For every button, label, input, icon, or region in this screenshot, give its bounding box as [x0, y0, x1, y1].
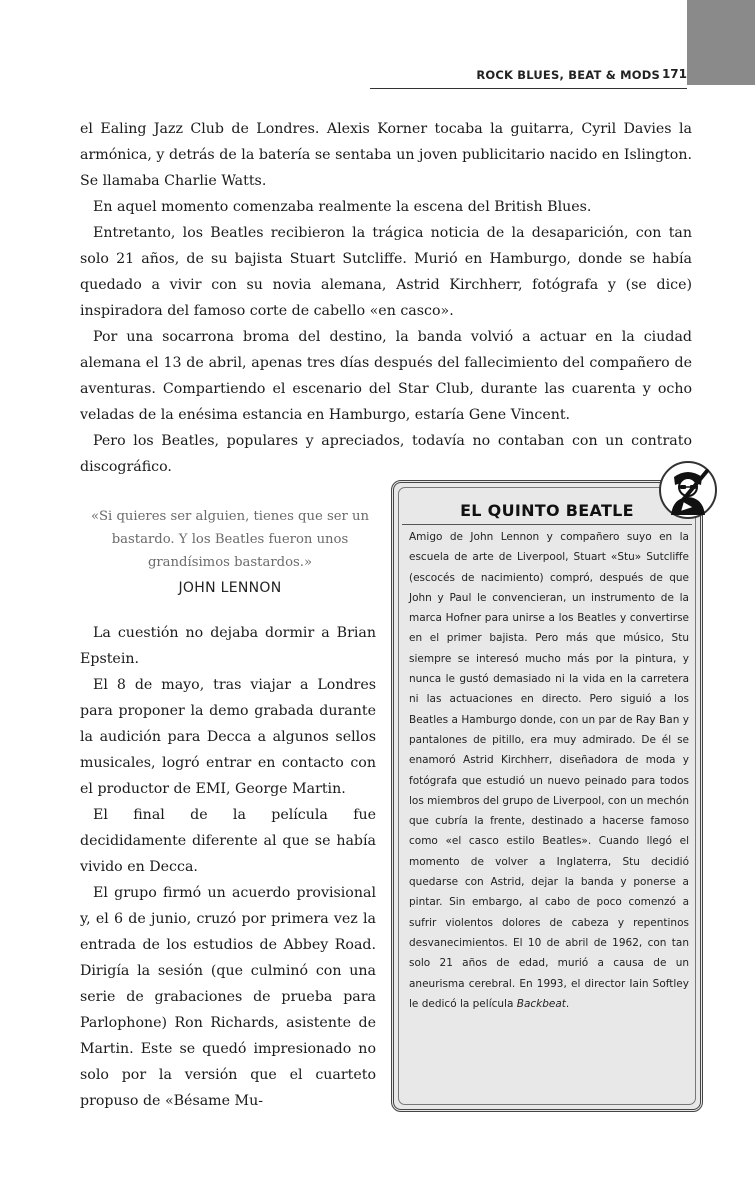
sidebar-body: Amigo de John Lennon y compañero suyo en la escuela de arte de Liverpool, Stuart «Stu» Sutcliffe (escocés de nacimiento) compró, después de que John y Paul le convencieran, un instrumento de la marca Hofner para unirse a los Beatles y convertirse en el primer bajista. Pero más que músico, Stu siempre se interesó mucho más por la pintura, y nunca le gustó demasiado ni la vida en la carretera ni las actuaciones en directo. Pero siguió a los Beatles a Hamburgo donde, con un par de Ray Ban y pantalones de pitillo, era muy admirado. De él se enamoró Astrid Kirchherr, diseñadora de moda y fotógrafa que estudió un nuevo peinado para todos los miembros del grupo de Liverpool, con un mechón que cubría la frente, destinado a hacerse famoso como «el casco estilo Beatles». Cuando llegó el momento de volver a Inglaterra, Stu decidió quedarse con Astrid, dejar la banda y ponerse a pintar. Sin embargo, al cabo de poco comenzó a sufrir violentos dolores de cabeza y repentinos desvanecimientos. El 10 de abril de 1962, con tan solo 21 años de edad, murió a causa de un aneurisma cerebral. En 1993, el director Iain Softley le dedicó la película	[409, 531, 689, 1010]
sidebar-end-punct: .	[565, 997, 570, 1010]
pull-quote: «Si quieres ser alguien, tienes que ser un bastardo. Y los Beatles fueron unos grandísimos bastardos.»	[90, 509, 370, 570]
body-text	[80, 116, 692, 480]
paragraph: El final de la película fue decididamente diferente al que se había vivido en Decca.	[80, 807, 376, 875]
paragraph: el Ealing Jazz Club de Londres. Alexis Korner tocaba la guitarra, Cyril Davies la armónica, y detrás de la batería se sentaba un joven publicitario nacido en Islington. Se llamaba Charlie Watts.	[80, 121, 692, 189]
page-number: 171	[661, 67, 687, 81]
sidebar-text	[409, 527, 689, 1014]
paragraph: El grupo firmó un acuerdo provisional y, el 6 de junio, cruzó por primera vez la entrada de los estudios de Abbey Road. Dirigía la sesión (que culminó con una serie de grabaciones de prueba para Parlophone) Ron Richards, asistente de Martin. Este se quedó impresionado no solo por la versión que el cuarteto propuso de «Bésame Mu-	[80, 885, 376, 1109]
column-text	[80, 620, 376, 1114]
quote-author: JOHN LENNON	[178, 580, 282, 596]
badge-illustration	[661, 463, 715, 517]
musician-with-guitar-icon	[659, 461, 717, 519]
paragraph: La cuestión no dejaba dormir a Brian Epstein.	[80, 625, 376, 667]
running-header-title: ROCK BLUES, BEAT & MODS	[476, 68, 660, 82]
paragraph: En aquel momento comenzaba realmente la escena del British Blues.	[93, 199, 592, 215]
sidebar-title: EL QUINTO BEATLE	[460, 501, 634, 520]
paragraph: Pero los Beatles, populares y apreciados, todavía no contaban con un contrato discográfico.	[80, 433, 692, 475]
sidebar-rule	[402, 524, 692, 525]
paragraph: Por una socarrona broma del destino, la banda volvió a actuar en la ciudad alemana el 13 de abril, apenas tres días después del fallecimiento del compañero de aventuras. Compartiendo el escenario del Star Club, durante las cuarenta y ocho veladas de la enésima estancia en Hamburgo, estaría Gene Vincent.	[80, 329, 692, 423]
running-header	[0, 62, 755, 92]
header-rule	[370, 88, 687, 89]
paragraph: Entretanto, los Beatles recibieron la trágica noticia de la desaparición, con tan solo 21 años, de su bajista Stuart Sutcliffe. Murió en Hamburgo, donde se había quedado a vivir con su novia alemana, Astrid Kirchherr, fotógrafa y (se dice) inspiradora del famoso corte de cabello «en casco».	[80, 225, 692, 319]
film-title: Backbeat	[516, 997, 566, 1010]
sidebar-box	[391, 480, 703, 1112]
paragraph: El 8 de mayo, tras viajar a Londres para proponer la demo grabada durante la audición para Decca a algunos sellos musicales, logró entrar en contacto con el productor de EMI, George Martin.	[80, 677, 376, 797]
